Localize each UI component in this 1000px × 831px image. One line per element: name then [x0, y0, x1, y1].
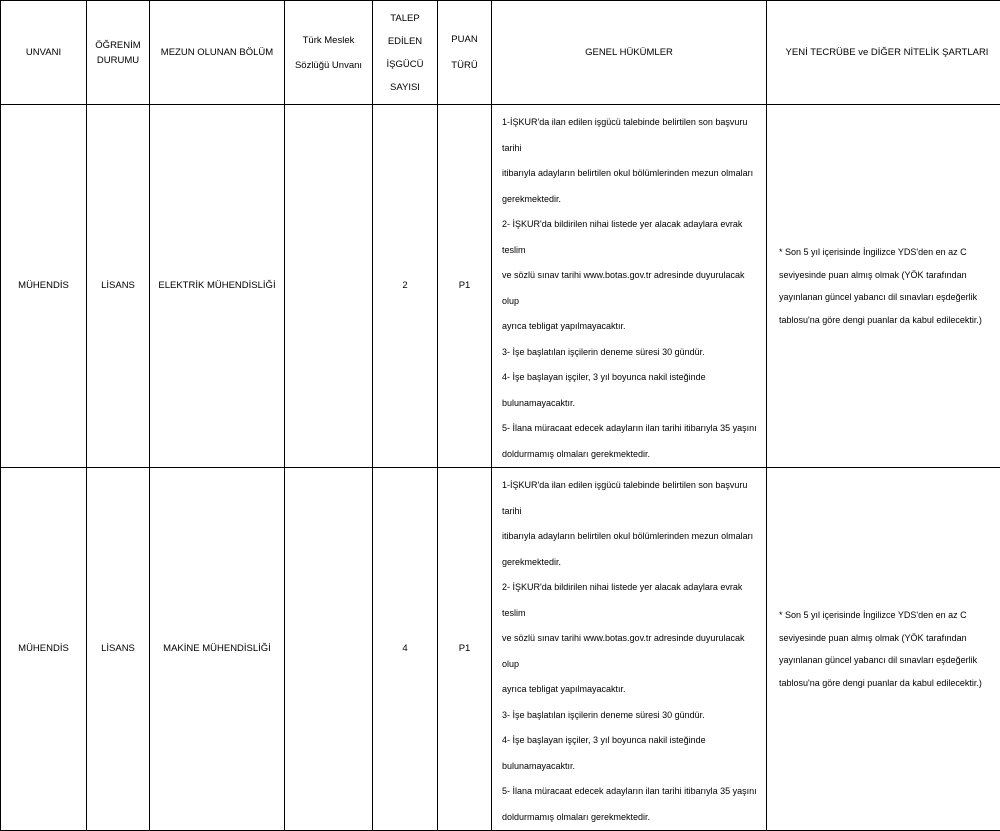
cell-talep: 2 [373, 105, 438, 468]
cell-genel-hukumler [492, 468, 767, 831]
cell-yeni-sartlar [767, 468, 1000, 831]
genel-line: 5- İlana müracaat edecek adayların ilan tarihi itibarıyla 35 yaşını [502, 416, 762, 442]
genel-line: 1-İŞKUR'da ilan edilen işgücü talebinde belirtilen son başvuru tarihi [502, 473, 762, 524]
header-meslek [285, 1, 373, 105]
cell-ogrenim: LİSANS [87, 105, 150, 468]
genel-hukumler-text [502, 110, 762, 467]
genel-line: itibarıyla adayların belirtilen okul bölümlerinden mezun olmaları [502, 524, 762, 550]
header-unvani: UNVANI [1, 1, 87, 105]
table-row [1, 105, 1000, 468]
cell-meslek [285, 468, 373, 831]
yeni-line: seviyesinde puan almış olmak (YÖK tarafından [779, 627, 995, 650]
genel-line: 3- İşe başlatılan işçilerin deneme süresi 30 gündür. [502, 703, 762, 729]
cell-ogrenim: LİSANS [87, 468, 150, 831]
genel-line: 2- İŞKUR'da bildirilen nihai listede yer alacak adaylara evrak teslim [502, 575, 762, 626]
header-meslek-line: Sözlüğü Unvanı [285, 53, 372, 78]
cell-meslek [285, 105, 373, 468]
header-ogrenim-line: ÖĞRENİM [87, 38, 149, 53]
genel-line: 1-İŞKUR'da ilan edilen işgücü talebinde belirtilen son başvuru tarihi [502, 110, 762, 161]
genel-line: bulunamayacaktır. [502, 391, 762, 417]
genel-hukumler-text [502, 473, 762, 830]
genel-line: ayrıca tebligat yapılmayacaktır. [502, 314, 762, 340]
header-talep [373, 1, 438, 105]
cell-puan: P1 [438, 105, 492, 468]
cell-talep: 4 [373, 468, 438, 831]
header-yeni: YENİ TECRÜBE ve DİĞER NİTELİK ŞARTLARI [767, 1, 1000, 105]
yeni-line: * Son 5 yıl içerisinde İngilizce YDS'den en az C [779, 241, 995, 264]
genel-line: 4- İşe başlayan işçiler, 3 yıl boyunca nakil isteğinde [502, 365, 762, 391]
cell-unvani: MÜHENDİS [1, 105, 87, 468]
genel-line: 4- İşe başlayan işçiler, 3 yıl boyunca nakil isteğinde [502, 728, 762, 754]
genel-line: itibarıyla adayların belirtilen okul bölümlerinden mezun olmaları [502, 161, 762, 187]
header-meslek-line: Türk Meslek [285, 28, 372, 53]
genel-line: doldurmamış olmaları gerekmektedir. [502, 442, 762, 468]
header-talep-line: EDİLEN [373, 30, 437, 53]
yeni-sartlar-text [779, 604, 995, 694]
cell-bolum: ELEKTRİK MÜHENDİSLİĞİ [150, 105, 285, 468]
header-puan-line: PUAN [438, 27, 491, 53]
header-ogrenim-line: DURUMU [87, 53, 149, 68]
cell-genel-hukumler [492, 105, 767, 468]
header-ogrenim [87, 1, 150, 105]
table-row [1, 468, 1000, 831]
yeni-line: yayınlanan güncel yabancı dil sınavları eşdeğerlik [779, 649, 995, 672]
genel-line: 5- İlana müracaat edecek adayların ilan tarihi itibarıyla 35 yaşını [502, 779, 762, 805]
header-puan [438, 1, 492, 105]
genel-line: bulunamayacaktır. [502, 754, 762, 780]
header-mezun: MEZUN OLUNAN BÖLÜM [150, 1, 285, 105]
yeni-line: yayınlanan güncel yabancı dil sınavları eşdeğerlik [779, 286, 995, 309]
header-genel: GENEL HÜKÜMLER [492, 1, 767, 105]
genel-line: doldurmamış olmaları gerekmektedir. [502, 805, 762, 831]
genel-line: 2- İŞKUR'da bildirilen nihai listede yer alacak adaylara evrak teslim [502, 212, 762, 263]
cell-unvani: MÜHENDİS [1, 468, 87, 831]
genel-line: ayrıca tebligat yapılmayacaktır. [502, 677, 762, 703]
yeni-line: tablosu'na göre dengi puanlar da kabul edilecektir.) [779, 309, 995, 332]
cell-yeni-sartlar [767, 105, 1000, 468]
genel-line: ve sözlü sınav tarihi www.botas.gov.tr adresinde duyurulacak olup [502, 263, 762, 314]
header-talep-line: SAYISI [373, 76, 437, 99]
header-puan-line: TÜRÜ [438, 53, 491, 79]
yeni-line: tablosu'na göre dengi puanlar da kabul edilecektir.) [779, 672, 995, 695]
header-talep-line: İŞGÜCÜ [373, 53, 437, 76]
header-row [1, 1, 1000, 105]
genel-line: gerekmektedir. [502, 550, 762, 576]
genel-line: gerekmektedir. [502, 187, 762, 213]
yeni-sartlar-text [779, 241, 995, 331]
cell-puan: P1 [438, 468, 492, 831]
genel-line: 3- İşe başlatılan işçilerin deneme süresi 30 gündür. [502, 340, 762, 366]
yeni-line: * Son 5 yıl içerisinde İngilizce YDS'den en az C [779, 604, 995, 627]
genel-line: ve sözlü sınav tarihi www.botas.gov.tr adresinde duyurulacak olup [502, 626, 762, 677]
header-talep-line: TALEP [373, 7, 437, 30]
cell-bolum: MAKİNE MÜHENDİSLİĞİ [150, 468, 285, 831]
yeni-line: seviyesinde puan almış olmak (YÖK tarafından [779, 264, 995, 287]
